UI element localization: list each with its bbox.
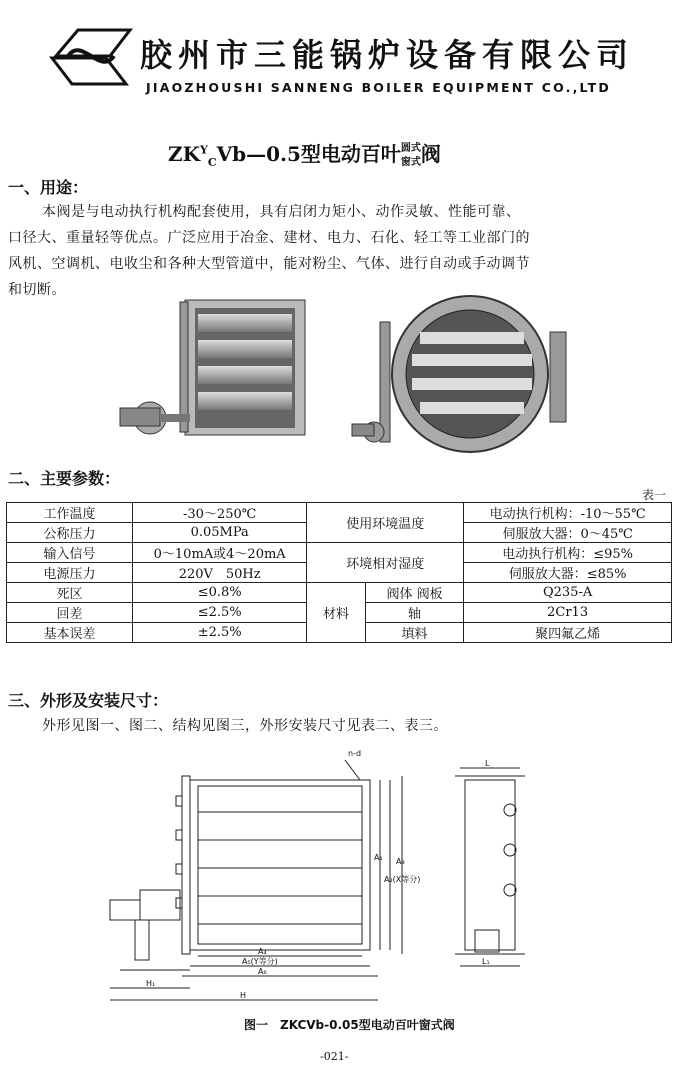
label-a6: A₆ xyxy=(258,967,267,976)
label-a1: A₁ xyxy=(374,853,383,862)
document-title: $ZK^Y_CVb—0.5$型电动百叶圆式 窗式阀 xyxy=(168,142,441,169)
table-row: 输入信号 0～10mA或4～20mA 环境相对湿度 电动执行机构：≤95% xyxy=(7,543,672,563)
label-a5: A₅(Y等分) xyxy=(242,957,278,966)
technical-drawing xyxy=(90,740,540,1010)
page-number: -021- xyxy=(320,1050,349,1063)
round-damper-photo xyxy=(350,292,580,462)
usage-line-3: 风机、空调机、电收尘和各种大型管道中，能对粉尘、气体、进行自动或手动调节 xyxy=(8,256,530,272)
section-usage-heading: 一、用途： xyxy=(8,178,89,197)
usage-line-2: 口径大、重量轻等优点。广泛应用于冶金、建材、电力、石化、轻工等工业部门的 xyxy=(8,230,530,246)
company-name-zh: 胶州市三能锅炉设备有限公司 xyxy=(140,36,635,74)
label-nd: n-d xyxy=(348,749,362,758)
company-logo xyxy=(48,26,134,88)
label-l: L xyxy=(485,759,490,768)
usage-line-4: 和切断。 xyxy=(8,282,66,298)
section-params-heading: 二、主要参数： xyxy=(8,469,121,488)
parameters-table xyxy=(6,502,672,643)
label-a2: A₂(X等分) xyxy=(384,875,421,884)
table-row: 回差 ≤2.5% 轴 2Cr13 xyxy=(7,603,672,623)
figure-caption: 图一 ZKCVb-0.05型电动百叶窗式阀 xyxy=(244,1018,455,1032)
table-row: 工作温度 -30～250℃ 使用环境温度 电动执行机构：-10～55℃ xyxy=(7,503,672,523)
label-h: H xyxy=(240,991,247,1000)
dimensions-text: 外形见图一、图二、结构见图三，外形安装尺寸见表二、表三。 xyxy=(42,718,448,734)
table-row: 基本误差 ±2.5% 填料 聚四氟乙烯 xyxy=(7,623,672,643)
table-row: 电源压力 220V 50Hz 伺服放大器：≤85% xyxy=(7,563,672,583)
company-name-en: JIAOZHOUSHI SANNENG BOILER EQUIPMENT CO.,LTD xyxy=(146,80,611,95)
label-a3: A₃ xyxy=(396,857,405,866)
square-damper-photo xyxy=(110,290,310,450)
usage-line-1: 本阀是与电动执行机构配套使用，具有启闭力矩小、动作灵敏、性能可靠、 xyxy=(42,204,521,220)
table-row: 公称压力 0.05MPa 伺服放大器：0～45℃ xyxy=(7,523,672,543)
label-h1: H₁ xyxy=(146,979,156,988)
table-label: 表一 xyxy=(641,488,666,502)
label-l1: L₁ xyxy=(482,957,490,966)
section-dimensions-heading: 三、外形及安装尺寸： xyxy=(8,691,169,710)
label-a4: A₄ xyxy=(258,947,267,956)
table-row: 死区 ≤0.8% 材料 阀体 阀板 Q235-A xyxy=(7,583,672,603)
